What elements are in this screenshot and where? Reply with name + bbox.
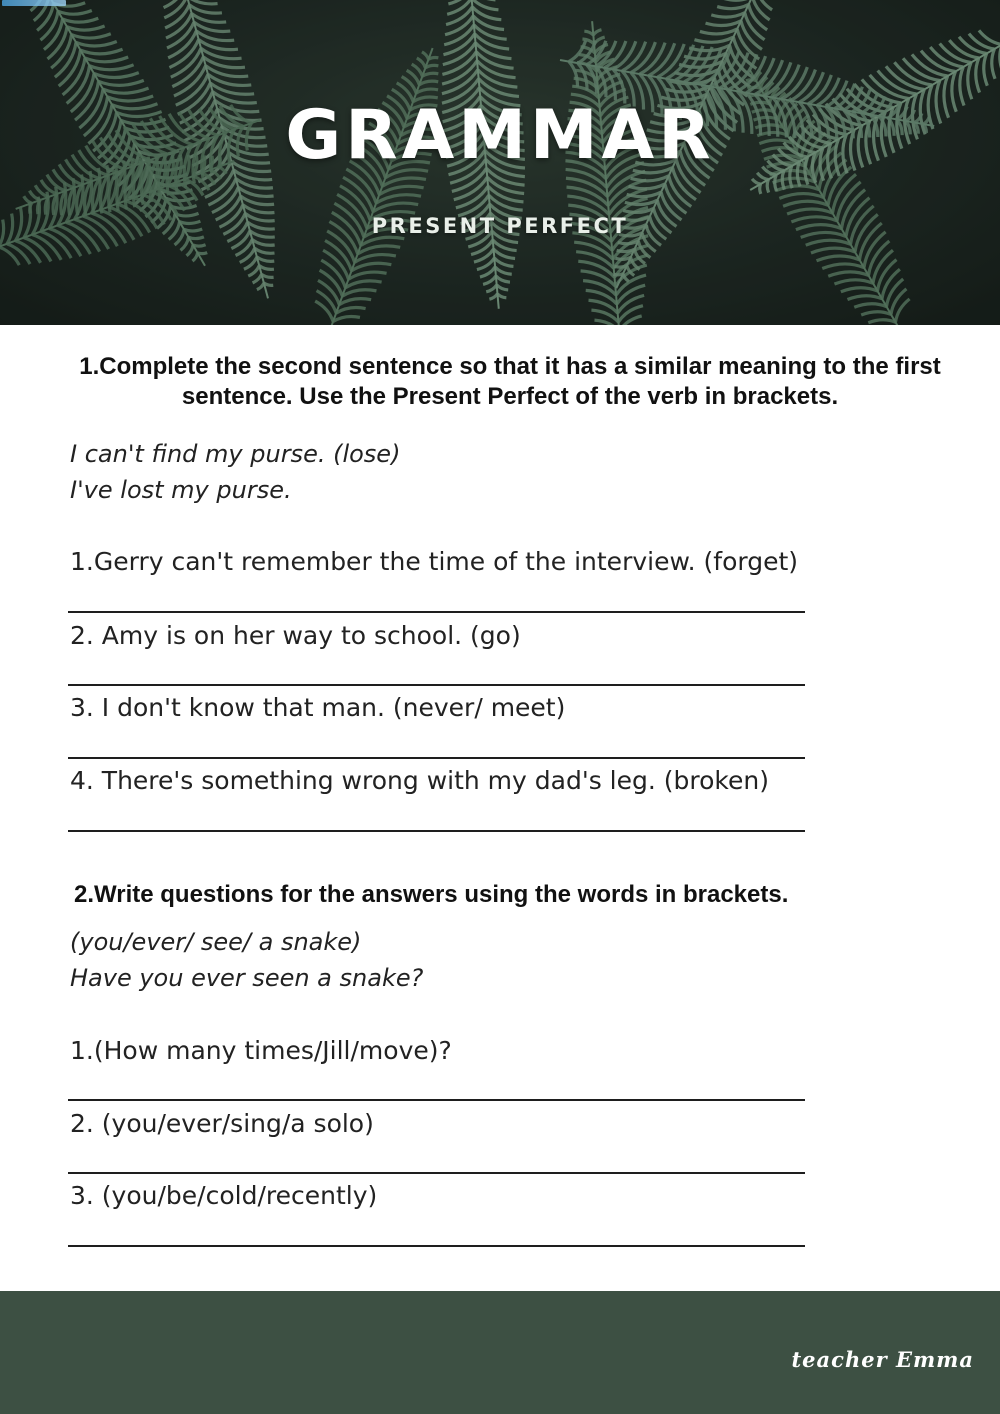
exercise-1-example xyxy=(70,436,400,508)
example-answer: I've lost my purse. xyxy=(70,476,292,504)
answer-line[interactable] xyxy=(68,830,805,832)
header-banner xyxy=(0,0,1000,325)
page-subtitle: PRESENT PERFECT xyxy=(371,214,629,238)
answer-line[interactable] xyxy=(68,684,805,686)
example-answer: Have you ever seen a snake? xyxy=(70,964,424,992)
exercise-2-item-3: 3. (you/be/cold/recently) xyxy=(70,1181,378,1210)
teacher-signature: teacher Emma xyxy=(791,1347,974,1372)
exercise-1-item-1: 1.Gerry can't remember the time of the interview. (forget) xyxy=(70,547,799,576)
exercise-2-item-2: 2. (you/ever/sing/a solo) xyxy=(70,1109,374,1138)
answer-line[interactable] xyxy=(68,1245,805,1247)
footer xyxy=(0,1291,1000,1414)
exercise-1-instruction: 1.Complete the second sentence so that it has a similar meaning to the first sentence. Use the Present Perfect of the verb in brackets. xyxy=(79,353,941,410)
answer-line[interactable] xyxy=(68,1172,805,1174)
exercise-2-item-1: 1.(How many times/Jill/move)? xyxy=(70,1036,452,1065)
answer-line[interactable] xyxy=(68,1099,805,1101)
example-prompt: (you/ever/ see/ a snake) xyxy=(70,928,362,956)
example-prompt: I can't find my purse. (lose) xyxy=(70,440,401,468)
exercise-1-item-2: 2. Amy is on her way to school. (go) xyxy=(70,621,521,650)
corner-logo xyxy=(2,0,66,6)
answer-line[interactable] xyxy=(68,611,805,613)
page-title: GRAMMAR xyxy=(285,96,715,175)
exercise-2-example xyxy=(70,924,423,996)
exercise-1-item-4: 4. There's something wrong with my dad's leg. (broken) xyxy=(70,766,769,795)
answer-line[interactable] xyxy=(68,757,805,759)
exercise-1-item-3: 3. I don't know that man. (never/ meet) xyxy=(70,693,566,722)
exercise-2-instruction: 2.Write questions for the answers using the words in brackets. xyxy=(74,881,789,908)
